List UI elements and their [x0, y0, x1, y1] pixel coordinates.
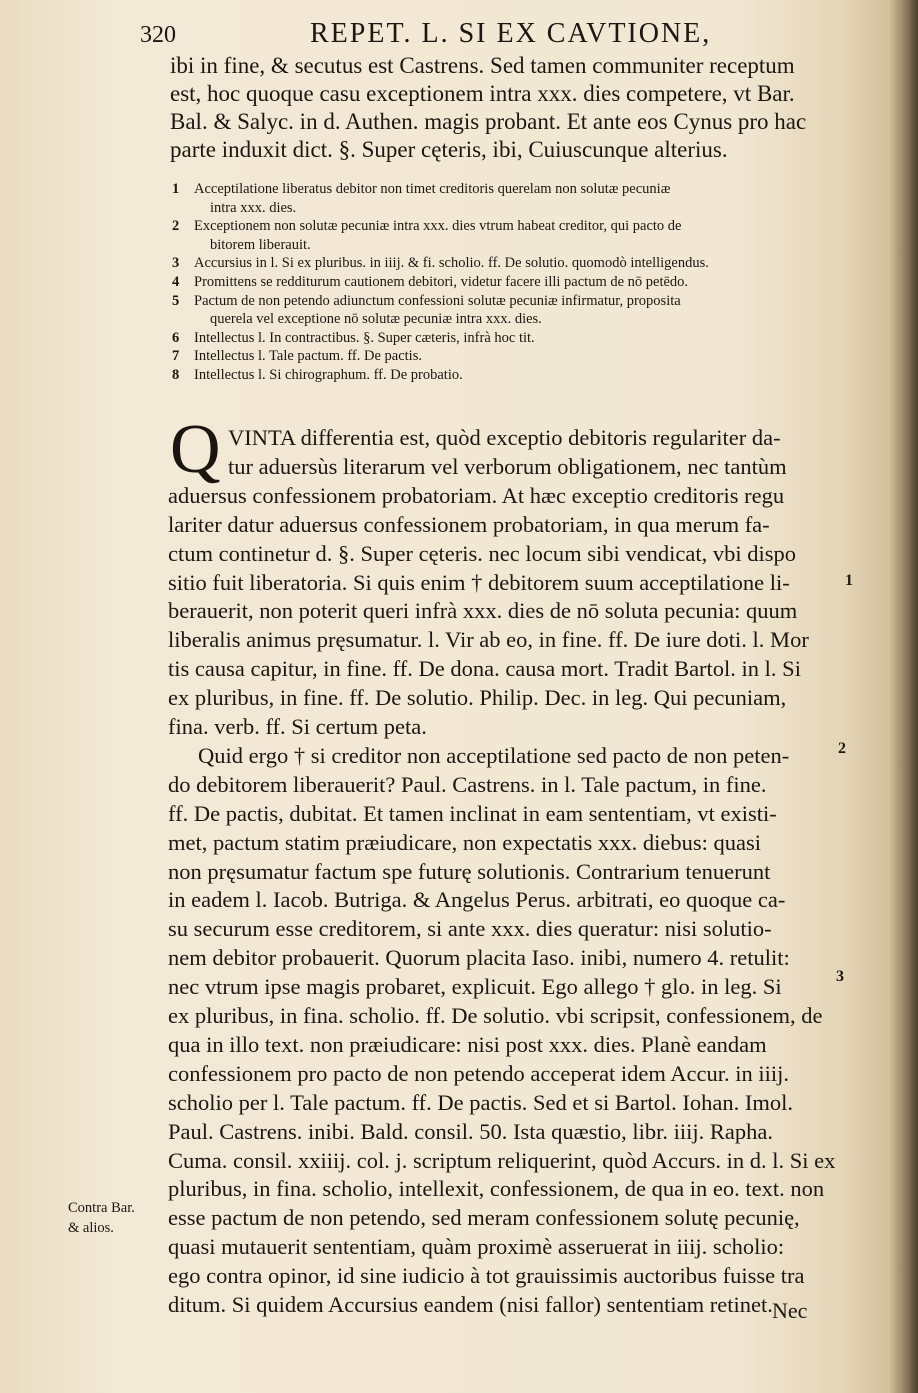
- summary-line: Intellectus l. Si chirographum. ff. De probatio.: [194, 366, 463, 383]
- summary-item: [172, 347, 832, 366]
- catchword: Nec: [772, 1298, 808, 1323]
- body-line: aduersus confessionem probatoriam. At hæc exceptio creditoris regu: [168, 482, 785, 508]
- body-line: ex pluribus, in fina. scholio. ff. De solutio. vbi scripsit, confessionem, de: [168, 1003, 823, 1028]
- body-line: tur aduersùs literarum vel verborum obligationem, nec tantùm: [228, 453, 787, 479]
- summary-item: [172, 273, 832, 292]
- drop-capital: Q: [170, 411, 221, 488]
- body-line: confessionem pro pacto de non petendo acceperat idem Accur. in iiij.: [168, 1060, 790, 1086]
- summary-item: [172, 180, 832, 217]
- body-line: fina. verb. ff. Si certum peta.: [168, 714, 427, 739]
- page-header: [140, 18, 840, 54]
- body-line: berauerit, non poterit queri infrà xxx. dies de nō soluta pecunia: quum: [168, 598, 798, 624]
- body-line: su securum esse creditorem, si ante xxx. dies queratur: nisi solutio-: [168, 916, 772, 942]
- body-line: ff. De pactis, dubitat. Et tamen inclinat in eam sententiam, vt existi-: [168, 800, 777, 826]
- margin-note-line: & alios.: [68, 1220, 114, 1236]
- summary-number: 5: [172, 292, 180, 309]
- body-line: do debitorem liberauerit? Paul. Castrens. in l. Tale pactum, in fine.: [168, 771, 767, 797]
- body-line: ego contra opinor, id sine iudicio à tot grauissimis auctoribus fuisse tra: [168, 1263, 805, 1289]
- summary-line: Intellectus l. Tale pactum. ff. De pactis.: [194, 348, 422, 365]
- summary-number: 8: [172, 366, 180, 383]
- summary-line: Accursius in l. Si ex pluribus. in iiij. & fi. scholio. ff. De solutio. quomodò intelligendus.: [194, 255, 709, 272]
- summary-item: [172, 329, 832, 348]
- margin-number: 1: [845, 572, 853, 589]
- body-line: in eadem l. Iacob. Butriga. & Angelus Perus. arbitrati, eo quoque ca-: [168, 887, 786, 913]
- body-line: nem debitor probauerit. Quorum placita Iaso. inibi, numero 4. retulit:: [168, 945, 790, 971]
- summary-list: [172, 180, 832, 385]
- body-line: scholio per l. Tale pactum. ff. De pactis. Sed et si Bartol. Iohan. Imol.: [168, 1089, 793, 1115]
- body-line: ex pluribus, in fine. ff. De solutio. Philip. Dec. in leg. Qui pecuniam,: [168, 685, 787, 711]
- summary-number: 6: [172, 329, 180, 346]
- folio-number: 320: [140, 22, 176, 48]
- body-line: ditum. Si quidem Accursius eandem (nisi fallor) sententiam retinet.: [168, 1292, 773, 1317]
- body-line: ctum continetur d. §. Super cęteris. nec locum sibi vendicat, vbi dispo: [168, 540, 796, 566]
- body-line: qua in illo text. non præiudicare: nisi post xxx. dies. Planè eandam: [168, 1031, 767, 1057]
- body-line: quasi mutauerit sententiam, quàm proximè asseruerat in iiij. scholio:: [168, 1234, 785, 1260]
- summary-line: Intellectus l. In contractibus. §. Super cæteris, infrà hoc tit.: [194, 329, 535, 346]
- intro-line: est, hoc quoque casu exceptionem intra xxx. dies competere, vt Bar.: [170, 81, 795, 106]
- body-line: tis causa capitur, in fine. ff. De dona. causa mort. Tradit Bartol. in l. Si: [168, 656, 801, 682]
- intro-line: parte induxit dict. §. Super cęteris, ibi, Cuiuscunque alterius.: [170, 137, 728, 162]
- summary-line: Acceptilatione liberatus debitor non timet creditoris querelam non solutæ pecuniæ: [194, 181, 671, 197]
- body-line: nec vtrum ipse magis probaret, explicuit. Ego allego † glo. in leg. Si: [168, 974, 782, 1000]
- running-title: REPET. L. SI EX CAVTIONE,: [310, 18, 712, 49]
- intro-line: ibi in fine, & secutus est Castrens. Sed tamen communiter receptum: [170, 53, 795, 78]
- body-line: Cuma. consil. xxiiij. col. j. scriptum reliquerint, quòd Accurs. in d. l. Si ex: [168, 1147, 836, 1173]
- body-line: VINTA differentia est, quòd exceptio debitoris regulariter da-: [228, 425, 781, 450]
- body-line: pluribus, in fina. scholio, intellexit, confessionem, de qua in eo. text. non: [168, 1176, 825, 1202]
- summary-line: intra xxx. dies.: [210, 199, 297, 216]
- summary-item: [172, 254, 832, 273]
- summary-item: [172, 366, 832, 385]
- summary-line: Promittens se redditurum cautionem debitori, videtur facere illi pactum de nō petēdo.: [194, 273, 689, 290]
- summary-number: 7: [172, 348, 180, 365]
- summary-line: Pactum de non petendo adiunctum confessioni solutæ pecuniæ infirmatur, proposita: [194, 292, 681, 309]
- margin-note: [68, 1198, 135, 1238]
- intro-line: Bal. & Salyc. in d. Authen. magis probant. Et ante eos Cynus pro hac: [170, 109, 807, 134]
- body-line: esse pactum de non petendo, sed meram confessionem solutę pecunię,: [168, 1205, 800, 1231]
- summary-line: bitorem liberauit.: [210, 236, 311, 253]
- summary-item: [172, 217, 832, 254]
- summary-number: 4: [172, 273, 180, 290]
- summary-number: 1: [172, 181, 180, 197]
- body-line: liberalis animus pręsumatur. l. Vir ab eo, in fine. ff. De iure doti. l. Mor: [168, 627, 809, 653]
- margin-number: 2: [838, 740, 846, 757]
- body-line: met, pactum statim præiudicare, non expectatis xxx. diebus: quasi: [168, 829, 761, 855]
- body-line: lariter datur aduersus confessionem probatoriam, in qua merum fa-: [168, 511, 770, 537]
- body-line: Quid ergo † si creditor non acceptilatione sed pacto de non peten-: [198, 742, 790, 768]
- body-line: sitio fuit liberatoria. Si quis enim † debitorem suum acceptilatione li-: [168, 569, 790, 595]
- margin-note-line: Contra Bar.: [68, 1200, 135, 1216]
- body-line: Paul. Castrens. inibi. Bald. consil. 50. Ista quæstio, libr. iiij. Rapha.: [168, 1118, 773, 1144]
- summary-line: Exceptionem non solutæ pecuniæ intra xxx. dies vtrum habeat creditor, qui pacto de: [194, 218, 682, 235]
- margin-number: 3: [836, 968, 844, 985]
- summary-line: querela vel exceptione nō solutæ pecuniæ intra xxx. dies.: [210, 311, 542, 328]
- summary-number: 2: [172, 218, 180, 235]
- page-gutter-shadow: [888, 0, 918, 1393]
- summary-item: [172, 292, 832, 329]
- summary-number: 3: [172, 255, 180, 272]
- body-line: non pręsumatur factum spe futurę solutionis. Contrarium tenuerunt: [168, 858, 771, 884]
